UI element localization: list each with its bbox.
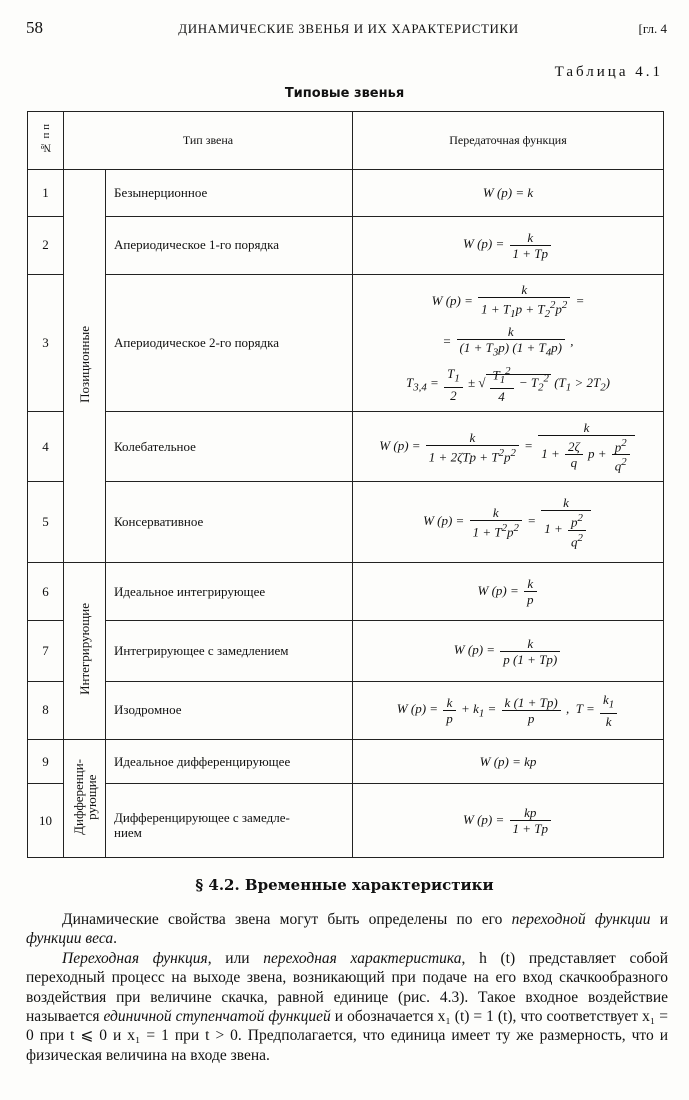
- tf-row-1: W (p) = k: [353, 170, 664, 216]
- table-header-row: [28, 112, 664, 170]
- tf-row-5: W (p) = $\frac{k}{1 + T^2p^2}$ = k 1 + $\frac{p^2}{q^2}$: [353, 482, 664, 563]
- table-row: 3 Апериодическое 2-го порядка W (p) = $\frac{k}{1 + T_1p + T_2^2p^2}$ = = $\frac{k}{(1 + T_3p) (1 + T_4p)}$ , $T_{3,4}$ = $\frac{T_1}{2}$ ± √ $\frac{T_1^2}{4}$ − $T_2^2$ $(T_1 > 2T_2)$: [28, 275, 664, 412]
- table-row: 2 Апериодическое 1-го порядка W (p) = $\frac{k}{1 + Tp}$: [28, 216, 664, 274]
- tf-row-7: W (p) = $\frac{k}{p (1 + Tp)}$: [353, 621, 664, 681]
- page-number: 58: [26, 18, 43, 37]
- table-row: 8 Изодромное W (p) = $\frac{k}{p}$ + $k_1$ = $\frac{k (1 + Tp)}{p}$ , T = $\frac{k_1}{k}$: [28, 681, 664, 739]
- table-row: 7 Интегрирующее с замедлением W (p) = $\frac{k}{p (1 + Tp)}$: [28, 621, 664, 681]
- header-function: Передаточная функция: [353, 112, 664, 170]
- tf-row-8: W (p) = $\frac{k}{p}$ + $k_1$ = $\frac{k (1 + Tp)}{p}$ , T = $\frac{k_1}{k}$: [353, 681, 664, 739]
- body-text: [26, 910, 668, 1065]
- group-integrating: Интегрирующие: [64, 562, 106, 739]
- chapter-label: [гл. 4: [638, 21, 667, 36]
- group-differentiating: Дифференци- рующие: [64, 740, 106, 858]
- transfer-function-table: [27, 111, 664, 858]
- table-caption: Таблица 4.1: [554, 64, 663, 80]
- table-row: 5 Консервативное W (p) = $\frac{k}{1 + T^2p^2}$ = k 1 + $\frac{p^2}{q^2}$: [28, 482, 664, 563]
- header-number: № п п: [28, 112, 64, 170]
- header-type: Тип звена: [64, 112, 353, 170]
- tf-row-10: W (p) = $\frac{kp}{1 + Tp}$: [353, 784, 664, 858]
- table-title: Типовые звенья: [284, 86, 405, 101]
- running-header: [26, 18, 671, 40]
- running-title: ДИНАМИЧЕСКИЕ ЗВЕНЬЯ И ИХ ХАРАКТЕРИСТИКИ: [178, 21, 519, 36]
- group-positional: Позиционные: [64, 170, 106, 563]
- tf-row-9: W (p) = kp: [353, 740, 664, 784]
- table-row: 4 Колебательное W (p) = $\frac{k}{1 + 2\zeta Tp + T^2p^2}$ = k 1 + $\frac{2\zeta}{q}$ p + $\frac{p^2}{q^2}$: [28, 411, 664, 481]
- tf-row-3: W (p) = $\frac{k}{1 + T_1p + T_2^2p^2}$ = = $\frac{k}{(1 + T_3p) (1 + T_4p)}$ , $T_{3,4}$ = $\frac{T_1}{2}$ ± √ $\frac{T_1^2}{4}$ − $T_2^2$ $(T_1 > 2T_2)$: [353, 275, 664, 412]
- paragraph: Переходная функция, или переходная характеристика, h (t) представляет собой переходный процесс на выходе звена, возникающий при подаче на его вход скачкообразного воздействия при величине скачка, равной единице (рис. 4.3). Такое входное воздействие называется единичной ступенчатой функцией и обозначается x₁ (t) = 1 (t), что соответствует x₁ = 0 при t ⩽ 0 и x₁ = 1 при t > 0. Предполагается, что единица имеет ту же размерность, что и физическая величина на входе звена.: [26, 949, 669, 1064]
- table-row: 9 Дифференци- рующие Идеальное дифференцирующее W (p) = kp: [28, 740, 664, 784]
- table-row: 1 Позиционные Безынерционное W (p) = k: [28, 170, 664, 216]
- tf-row-4: W (p) = $\frac{k}{1 + 2\zeta Tp + T^2p^2}$ = k 1 + $\frac{2\zeta}{q}$ p + $\frac{p^2}{q^2}$: [353, 411, 664, 481]
- section-heading: § 4.2. Временные характеристики: [195, 876, 494, 894]
- paragraph: Динамические свойства звена могут быть определены по его переходной функции и функции веса.: [26, 911, 669, 948]
- tf-row-2: W (p) = $\frac{k}{1 + Tp}$: [353, 216, 664, 274]
- table-row: 6 Интегрирующие Идеальное интегрирующее W (p) = $\frac{k}{p}$: [28, 562, 664, 620]
- tf-row-6: W (p) = $\frac{k}{p}$: [353, 562, 664, 620]
- table-row: 10 Дифференцирующее с замедле- нием W (p) = $\frac{kp}{1 + Tp}$: [28, 784, 664, 858]
